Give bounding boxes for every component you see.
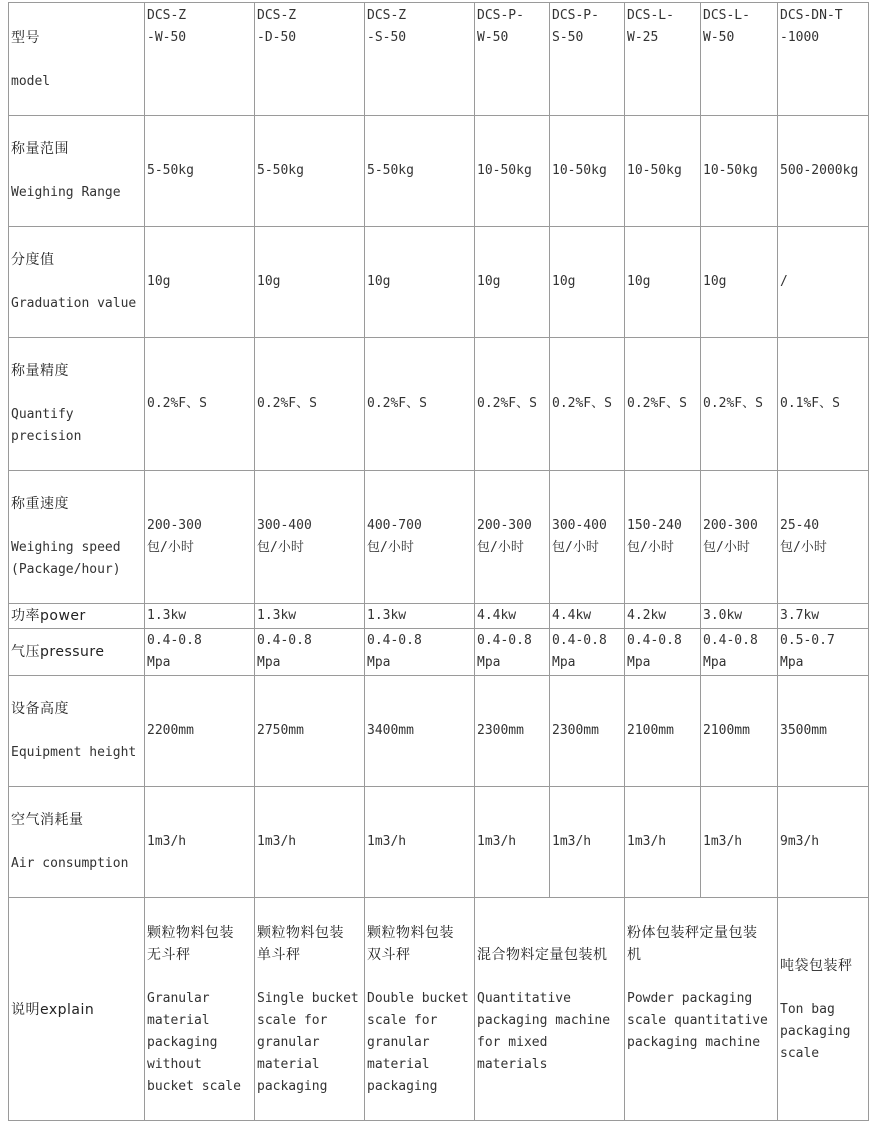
power-cell-3: 1.3kw — [365, 604, 475, 629]
label-zh: 型号 — [11, 30, 40, 46]
speed-cell-4: 200-300 包/小时 — [475, 471, 550, 604]
range-cell-2: 5-50kg — [255, 116, 365, 227]
label-zh: 称量精度 — [11, 363, 69, 379]
explain-en: Powder packaging scale quantitative packaging machine — [627, 991, 768, 1050]
model-cell-7: DCS-L- W-50 — [701, 3, 778, 116]
power-cell-5: 4.4kw — [550, 604, 625, 629]
height-cell-6: 2100mm — [625, 676, 701, 787]
explain-zh: 粉体包装秤定量包装 机 — [627, 925, 758, 963]
pressure-cell-2: 0.4-0.8 Mpa — [255, 629, 365, 676]
pressure-cell-7: 0.4-0.8 Mpa — [701, 629, 778, 676]
row-model — [9, 3, 869, 116]
label-zh: 设备高度 — [11, 701, 69, 717]
air-cell-2: 1m3/h — [255, 787, 365, 898]
graduation-cell-6: 10g — [625, 227, 701, 338]
label-zh: 称量范围 — [11, 141, 69, 157]
label-en: model — [11, 74, 51, 89]
precision-cell-2: 0.2%F、S — [255, 338, 365, 471]
precision-cell-7: 0.2%F、S — [701, 338, 778, 471]
precision-cell-1: 0.2%F、S — [145, 338, 255, 471]
graduation-cell-5: 10g — [550, 227, 625, 338]
label-zh: 分度值 — [11, 252, 55, 268]
label-en: Equipment height — [11, 745, 137, 760]
model-cell-4: DCS-P- W-50 — [475, 3, 550, 116]
height-cell-3: 3400mm — [365, 676, 475, 787]
pressure-cell-6: 0.4-0.8 Mpa — [625, 629, 701, 676]
explain-zh: 颗粒物料包装 单斗秤 — [257, 925, 344, 963]
row-pressure — [9, 629, 869, 676]
explain-en: Single bucket scale for granular material packaging — [257, 991, 359, 1094]
power-cell-4: 4.4kw — [475, 604, 550, 629]
height-cell-5: 2300mm — [550, 676, 625, 787]
explain-zh: 混合物料定量包装机 — [477, 947, 608, 963]
speed-cell-7: 200-300 包/小时 — [701, 471, 778, 604]
height-cell-4: 2300mm — [475, 676, 550, 787]
precision-cell-5: 0.2%F、S — [550, 338, 625, 471]
speed-cell-6: 150-240 包/小时 — [625, 471, 701, 604]
row-weighing-speed — [9, 471, 869, 604]
speed-cell-1: 200-300 包/小时 — [145, 471, 255, 604]
air-cell-4: 1m3/h — [475, 787, 550, 898]
row-label-air-consumption — [9, 787, 145, 898]
row-label-model — [9, 3, 145, 116]
label-en: Air consumption — [11, 856, 129, 871]
range-cell-7: 10-50kg — [701, 116, 778, 227]
pressure-cell-8: 0.5-0.7 Mpa — [778, 629, 869, 676]
range-cell-5: 10-50kg — [550, 116, 625, 227]
label-zh: 称重速度 — [11, 496, 69, 512]
row-label-equipment-height — [9, 676, 145, 787]
power-cell-2: 1.3kw — [255, 604, 365, 629]
row-label-precision — [9, 338, 145, 471]
model-cell-3: DCS-Z -S-50 — [365, 3, 475, 116]
speed-cell-5: 300-400 包/小时 — [550, 471, 625, 604]
label-en: Quantify precision — [11, 407, 82, 444]
explain-en: Double bucket scale for granular material packaging — [367, 991, 469, 1094]
model-cell-8: DCS-DN-T -1000 — [778, 3, 869, 116]
air-cell-3: 1m3/h — [365, 787, 475, 898]
explain-en: Ton bag packaging scale — [780, 1002, 851, 1061]
height-cell-1: 2200mm — [145, 676, 255, 787]
model-cell-6: DCS-L- W-25 — [625, 3, 701, 116]
air-cell-5: 1m3/h — [550, 787, 625, 898]
air-cell-6: 1m3/h — [625, 787, 701, 898]
graduation-cell-2: 10g — [255, 227, 365, 338]
range-cell-6: 10-50kg — [625, 116, 701, 227]
pressure-cell-4: 0.4-0.8 Mpa — [475, 629, 550, 676]
range-cell-3: 5-50kg — [365, 116, 475, 227]
power-cell-7: 3.0kw — [701, 604, 778, 629]
pressure-cell-5: 0.4-0.8 Mpa — [550, 629, 625, 676]
row-explain — [9, 898, 869, 1121]
row-label-pressure: 气压pressure — [9, 629, 145, 676]
row-label-explain: 说明explain — [9, 898, 145, 1121]
precision-cell-4: 0.2%F、S — [475, 338, 550, 471]
air-cell-7: 1m3/h — [701, 787, 778, 898]
row-precision — [9, 338, 869, 471]
row-graduation-value — [9, 227, 869, 338]
model-cell-2: DCS-Z -D-50 — [255, 3, 365, 116]
graduation-cell-1: 10g — [145, 227, 255, 338]
explain-en: Quantitative packaging machine for mixed materials — [477, 991, 611, 1072]
model-cell-1: DCS-Z -W-50 — [145, 3, 255, 116]
explain-zh: 颗粒物料包装 双斗秤 — [367, 925, 454, 963]
label-zh: 空气消耗量 — [11, 812, 84, 828]
power-cell-8: 3.7kw — [778, 604, 869, 629]
label-en: Weighing speed (Package/hour) — [11, 540, 121, 577]
graduation-cell-3: 10g — [365, 227, 475, 338]
row-label-graduation-value — [9, 227, 145, 338]
graduation-cell-4: 10g — [475, 227, 550, 338]
row-label-weighing-speed — [9, 471, 145, 604]
explain-cell-4 — [475, 898, 625, 1121]
row-air-consumption — [9, 787, 869, 898]
graduation-cell-8: / — [778, 227, 869, 338]
row-label-power: 功率power — [9, 604, 145, 629]
spec-table — [8, 2, 869, 1121]
precision-cell-8: 0.1%F、S — [778, 338, 869, 471]
power-cell-1: 1.3kw — [145, 604, 255, 629]
row-weighing-range — [9, 116, 869, 227]
pressure-cell-3: 0.4-0.8 Mpa — [365, 629, 475, 676]
label-en: Graduation value — [11, 296, 137, 311]
explain-zh: 颗粒物料包装 无斗秤 — [147, 925, 234, 963]
air-cell-8: 9m3/h — [778, 787, 869, 898]
row-label-weighing-range — [9, 116, 145, 227]
label-en: Weighing Range — [11, 185, 121, 200]
explain-en: Granular material packaging without bucket scale — [147, 991, 241, 1094]
graduation-cell-7: 10g — [701, 227, 778, 338]
explain-cell-2 — [255, 898, 365, 1121]
precision-cell-6: 0.2%F、S — [625, 338, 701, 471]
air-cell-1: 1m3/h — [145, 787, 255, 898]
height-cell-8: 3500mm — [778, 676, 869, 787]
speed-cell-3: 400-700 包/小时 — [365, 471, 475, 604]
explain-zh: 吨袋包装秤 — [780, 958, 853, 974]
range-cell-1: 5-50kg — [145, 116, 255, 227]
row-equipment-height — [9, 676, 869, 787]
explain-cell-6 — [778, 898, 869, 1121]
explain-cell-5 — [625, 898, 778, 1121]
height-cell-7: 2100mm — [701, 676, 778, 787]
height-cell-2: 2750mm — [255, 676, 365, 787]
explain-cell-1 — [145, 898, 255, 1121]
explain-cell-3 — [365, 898, 475, 1121]
pressure-cell-1: 0.4-0.8 Mpa — [145, 629, 255, 676]
model-cell-5: DCS-P- S-50 — [550, 3, 625, 116]
speed-cell-8: 25-40 包/小时 — [778, 471, 869, 604]
speed-cell-2: 300-400 包/小时 — [255, 471, 365, 604]
precision-cell-3: 0.2%F、S — [365, 338, 475, 471]
range-cell-8: 500-2000kg — [778, 116, 869, 227]
row-power — [9, 604, 869, 629]
power-cell-6: 4.2kw — [625, 604, 701, 629]
range-cell-4: 10-50kg — [475, 116, 550, 227]
